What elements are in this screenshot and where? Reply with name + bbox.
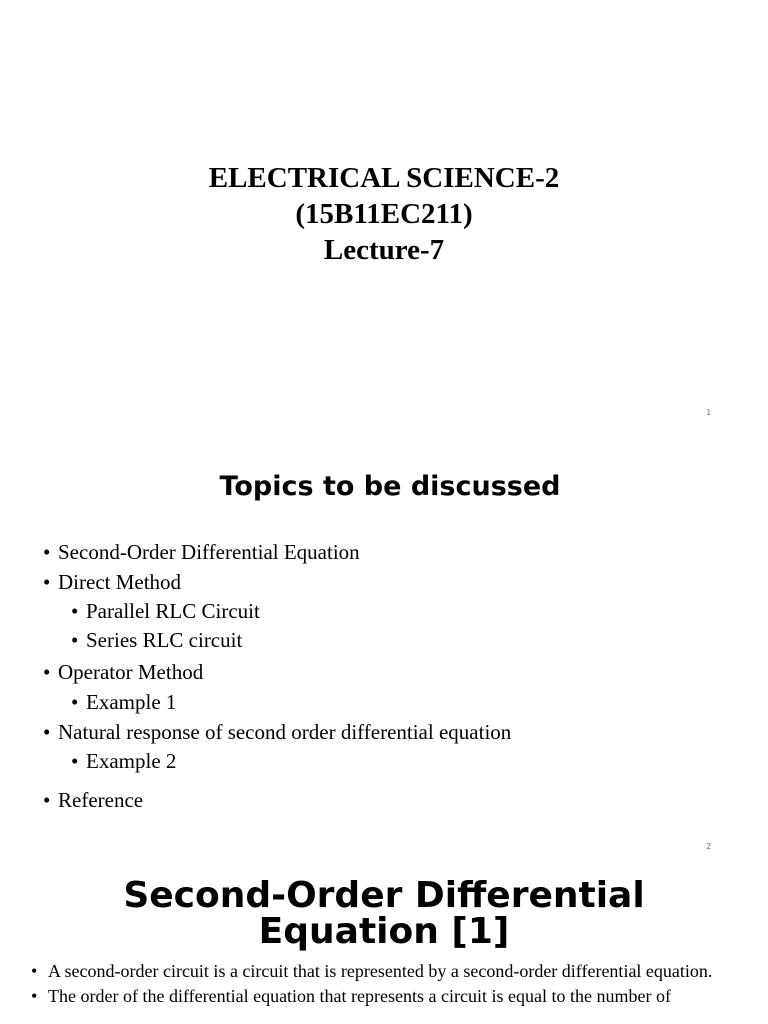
bullet-icon: • xyxy=(31,986,38,1006)
content-list xyxy=(31,962,739,1012)
slide-title xyxy=(0,0,768,433)
course-code: (15B11EC211) xyxy=(295,198,473,230)
bullet-icon: • xyxy=(43,720,51,744)
list-item: • Example 2 xyxy=(71,749,177,773)
slide-second-order xyxy=(0,866,768,1024)
course-name: ELECTRICAL SCIENCE-2 xyxy=(208,162,560,194)
bullet-icon: • xyxy=(71,599,79,623)
list-item: • Second-Order Differential Equation xyxy=(43,540,360,564)
slide-heading: Topics to be discussed xyxy=(219,471,561,502)
list-item: • Reference xyxy=(43,788,144,812)
slide-heading-line2: Equation [1] xyxy=(258,911,510,952)
page-number: 1 xyxy=(706,408,711,417)
bullet-icon: • xyxy=(71,690,79,714)
list-item: • A second-order circuit is a circuit that is represented by a second-order differential equation. xyxy=(31,961,713,981)
lecture-title xyxy=(0,160,768,268)
slide-heading-line1: Second-Order Differential xyxy=(123,875,645,916)
bullet-icon: • xyxy=(43,540,51,564)
slide-heading xyxy=(0,875,768,952)
topic-list xyxy=(43,540,511,818)
bullet-icon: • xyxy=(43,570,51,594)
list-item: • Parallel RLC Circuit xyxy=(71,599,260,623)
slide-topics xyxy=(0,433,768,866)
page-number: 2 xyxy=(706,842,711,851)
lecture-number: Lecture-7 xyxy=(323,234,445,266)
bullet-icon: • xyxy=(43,788,51,812)
bullet-icon: • xyxy=(71,628,79,652)
list-item: • Example 1 xyxy=(71,690,177,714)
list-item: • Series RLC circuit xyxy=(71,628,243,652)
list-item: • The order of the differential equation that represents a circuit is equal to the number of xyxy=(31,986,671,1006)
list-item: • Operator Method xyxy=(43,660,204,684)
bullet-icon: • xyxy=(43,660,51,684)
list-item: • Natural response of second order differential equation xyxy=(43,720,512,744)
bullet-icon: • xyxy=(31,961,38,981)
list-item: • Direct Method xyxy=(43,570,182,594)
bullet-icon: • xyxy=(71,749,79,773)
